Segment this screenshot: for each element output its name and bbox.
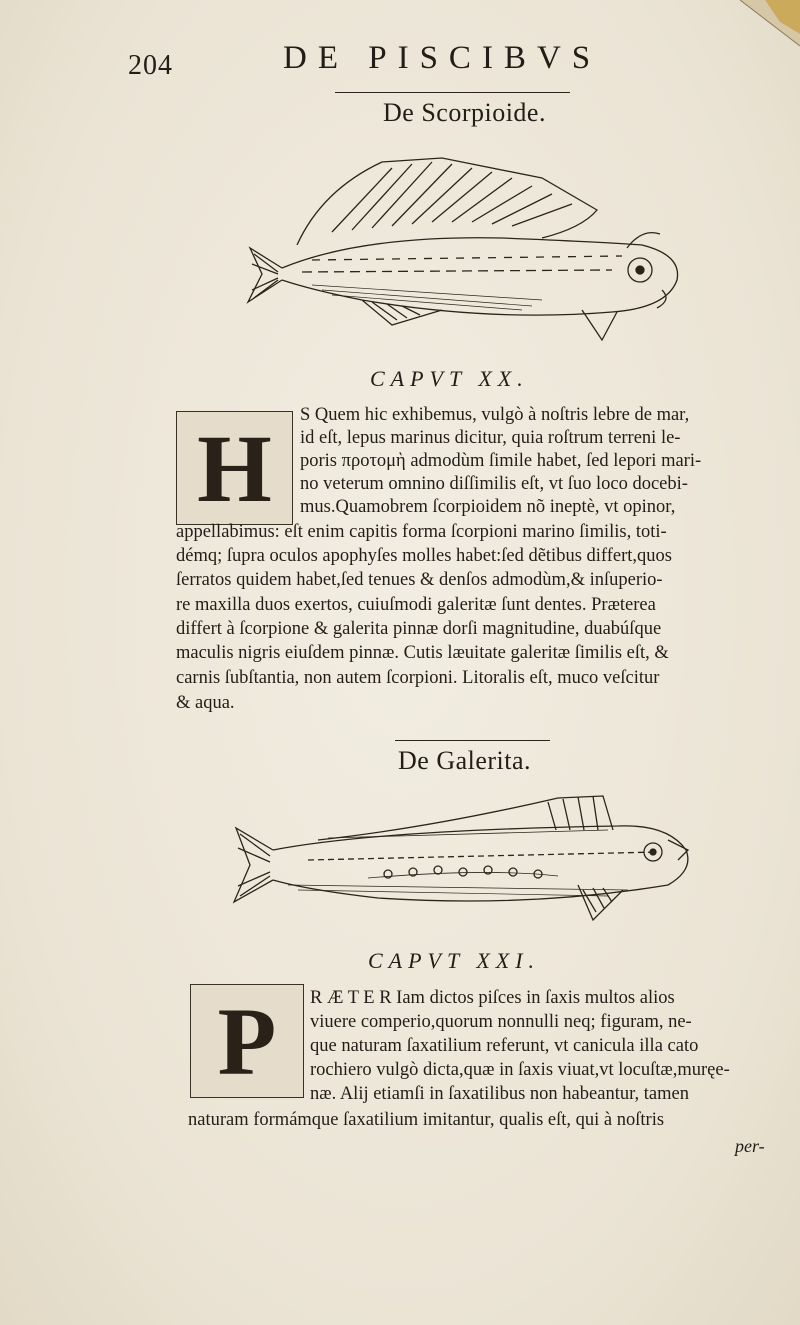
text-line: mus.Quamobrem ſcorpioidem nõ ineptè, vt opinor, xyxy=(300,497,676,517)
text-line: no veterum omnino diſſimilis eſt, vt ſuo loco docebi- xyxy=(300,474,688,494)
page-number: 204 xyxy=(128,50,173,81)
decorated-initial-p: P xyxy=(190,984,304,1098)
chapter-head-21: CAPVT XXI. xyxy=(368,948,541,973)
running-head: DE PISCIBVS xyxy=(283,40,602,76)
text-line: R Æ T E R Iam dictos piſces in ſaxis multos alios xyxy=(310,988,675,1008)
text-line: poris προτομὴ admodùm ſimile habet, ſed lepori mari- xyxy=(300,451,702,471)
text-line: id eſt, lepus marinus dicitur, quia roſtrum terreni le- xyxy=(300,428,681,448)
text-line: rochiero vulgò dicta,quæ in ſaxis viuat,vt locuſtæ,muręe- xyxy=(310,1060,730,1080)
text-line: ſerratos quidem habet,ſed tenues & denſos admodùm,& inſuperio- xyxy=(176,570,663,590)
galerita-fish-illustration xyxy=(228,790,694,930)
section-title-scorpioide: De Scorpioide. xyxy=(383,98,546,127)
scorpioide-fish-illustration xyxy=(242,150,682,345)
text-line: que naturam ſaxatilium referunt, vt canicula illa cato xyxy=(310,1036,699,1056)
catchword: per- xyxy=(735,1136,765,1156)
text-line: S Quem hic exhibemus, vulgò à noſtris lebre de mar, xyxy=(300,405,690,425)
folded-corner-icon xyxy=(710,0,800,50)
text-line: démq; ſupra oculos apophyſes molles habet:ſed dẽtibus differt,quos xyxy=(176,546,672,566)
text-line: maculis nigris eiuſdem pinnæ. Cutis læuitate galeritæ ſimilis eſt, & xyxy=(176,643,669,663)
title-rule xyxy=(335,92,570,93)
text-line: viuere comperio,quorum nonnulli neq; figuram, ne- xyxy=(310,1012,692,1032)
text-line: appellabimus: eſt enim capitis forma ſcorpioni marino ſimilis, toti- xyxy=(176,522,667,542)
chapter-head-20: CAPVT XX. xyxy=(370,366,529,391)
text-line: differt à ſcorpione & galerita pinnæ dorſi magnitudine, duabúſque xyxy=(176,619,662,639)
text-line: næ. Alij etiamſi in ſaxatilibus non habeantur, tamen xyxy=(310,1084,689,1104)
section-title-galerita: De Galerita. xyxy=(398,746,532,775)
text-line: naturam formámque ſaxatilium imitantur, qualis eſt, qui à noſtris xyxy=(188,1110,665,1130)
text-line: carnis ſubſtantia, non autem ſcorpioni. Litoralis eſt, muco veſcitur xyxy=(176,668,660,688)
text-line: & aqua. xyxy=(176,693,235,713)
decorated-initial-h: H xyxy=(176,411,293,525)
text-line: re maxilla duos exertos, cuiuſmodi galeritæ ſunt dentes. Præterea xyxy=(176,595,656,615)
title-rule xyxy=(395,740,550,741)
